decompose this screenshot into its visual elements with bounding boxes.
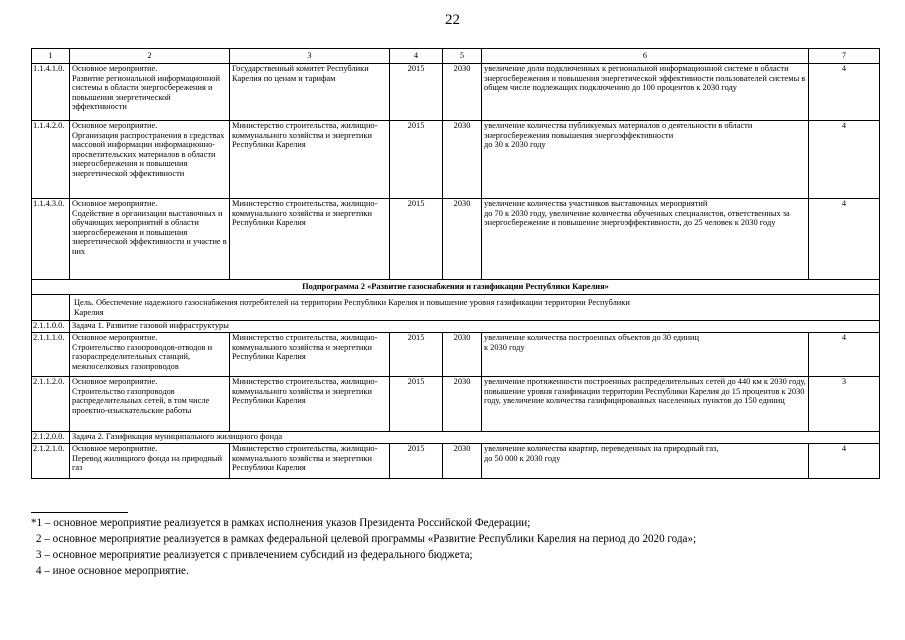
event-result: увеличение количества участников выставочных мероприятий до 70 к 2030 году, увеличение количества обученных специалистов, ответственных за энергосбережение и повышение энергоэффективности, до 25 человек к 2030 году: [482, 199, 809, 280]
event-type: 4: [809, 199, 880, 280]
table-row: [32, 64, 880, 121]
subprogram-row: [32, 280, 880, 295]
event-number: 1.1.4.1.0.: [32, 64, 70, 121]
header-cell: 7: [809, 49, 880, 64]
task-row: [32, 432, 880, 444]
event-end-year: 2030: [443, 444, 482, 479]
header-row: [32, 49, 880, 64]
event-number: 2.1.1.2.0.: [32, 377, 70, 432]
table-row: [32, 199, 880, 280]
header-cell: 2: [70, 49, 230, 64]
header-cell: 3: [230, 49, 390, 64]
event-executor: Министерство строительства, жилищно-коммунального хозяйства и энергетики Республики Карелия: [230, 199, 390, 280]
task-row: [32, 321, 880, 333]
event-name: Основное мероприятие. Развитие региональной информационной системы в области энергосбережения и повышения энергетической эффективности: [70, 64, 230, 121]
footnote-1: *1 – основное мероприятие реализуется в рамках исполнения указов Президента Российской Федерации;: [31, 517, 531, 529]
event-end-year: 2030: [443, 377, 482, 432]
event-name: Основное мероприятие. Строительство газопроводов распределительных сетей, в том числе проектно-изыскательские работы: [70, 377, 230, 432]
event-executor: Министерство строительства, жилищно-коммунального хозяйства и энергетики Республики Карелия: [230, 333, 390, 377]
task-number: 2.1.2.0.0.: [32, 432, 70, 444]
event-type: 3: [809, 377, 880, 432]
event-end-year: 2030: [443, 199, 482, 280]
event-start-year: 2015: [390, 121, 443, 199]
footnote-divider: [31, 512, 128, 513]
event-start-year: 2015: [390, 64, 443, 121]
event-number: 2.1.1.1.0.: [32, 333, 70, 377]
task-text: Задача 1. Развитие газовой инфраструктуры: [70, 321, 880, 333]
task-text: Задача 2. Газификация муниципального жилищного фонда: [70, 432, 880, 444]
table-row: [32, 333, 880, 377]
event-type: 4: [809, 64, 880, 121]
event-start-year: 2015: [390, 199, 443, 280]
event-executor: Министерство строительства, жилищно-коммунального хозяйства и энергетики Республики Карелия: [230, 121, 390, 199]
event-type: 4: [809, 333, 880, 377]
event-start-year: 2015: [390, 377, 443, 432]
event-type: 4: [809, 121, 880, 199]
footnote-3: 3 – основное мероприятие реализуется с привлечением субсидий из федерального бюджета;: [36, 549, 473, 561]
event-name: Основное мероприятие. Строительство газопроводов-отводов и газораспределительных станций, межпоселковых газопроводов: [70, 333, 230, 377]
event-type: 4: [809, 444, 880, 479]
event-number: 1.1.4.2.0.: [32, 121, 70, 199]
header-cell: 6: [482, 49, 809, 64]
header-cell: 5: [443, 49, 482, 64]
program-events-table: [31, 48, 880, 479]
event-start-year: 2015: [390, 444, 443, 479]
event-executor: Министерство строительства, жилищно-коммунального хозяйства и энергетики Республики Карелия: [230, 377, 390, 432]
event-result: увеличение доли подключенных к региональной информационной системе в области энергосбережения и повышения энергетической эффективности пользователей системы в общем числе подлежащих подключению до 100 процентов к 2030 году: [482, 64, 809, 121]
event-end-year: 2030: [443, 64, 482, 121]
subprogram-title: Подпрограмма 2 «Развитие газоснабжения и газификации Республики Карелия»: [32, 280, 880, 295]
event-result: увеличение протяженности построенных распределительных сетей до 440 км к 2030 году, повышение уровня газификации территории Республики Карелия до 15 процентов к 2030 году, увеличение количества газифицированных населенных пунктов до 150 единиц: [482, 377, 809, 432]
page-number: 22: [445, 12, 460, 28]
footnotes: [31, 515, 881, 579]
task-number: 2.1.1.0.0.: [32, 321, 70, 333]
table-row: [32, 444, 880, 479]
footnote-2: 2 – основное мероприятие реализуется в рамках федеральной целевой программы «Развитие Республики Карелия на период до 2020 года»;: [36, 533, 697, 545]
footnote-4: 4 – иное основное мероприятие.: [36, 565, 189, 577]
event-result: увеличение количества публикуемых материалов о деятельности в области энергосбережения повышения энергоэффективности до 30 к 2030 году: [482, 121, 809, 199]
goal-row: [32, 295, 880, 321]
event-name: Основное мероприятие. Организация распространения в средствах массовой информации информационно-просветительских материалов в области энергосбережения и повышения энергетической эффективности: [70, 121, 230, 199]
event-result: увеличение количества построенных объектов до 30 единиц к 2030 году: [482, 333, 809, 377]
event-start-year: 2015: [390, 333, 443, 377]
table-row: [32, 121, 880, 199]
event-name: Основное мероприятие. Перевод жилищного фонда на природный газ: [70, 444, 230, 479]
event-end-year: 2030: [443, 333, 482, 377]
event-number: 2.1.2.1.0.: [32, 444, 70, 479]
goal-text: Цель. Обеспечение надежного газоснабжения потребителей на территории Республики Карелия и повышение уровня газификации территории Республики Карелия: [70, 295, 880, 321]
event-end-year: 2030: [443, 121, 482, 199]
table-row: [32, 377, 880, 432]
header-cell: 4: [390, 49, 443, 64]
header-cell: 1: [32, 49, 70, 64]
event-executor: Министерство строительства, жилищно-коммунального хозяйства и энергетики Республики Карелия: [230, 444, 390, 479]
event-executor: Государственный комитет Республики Карелия по ценам и тарифам: [230, 64, 390, 121]
event-name: Основное мероприятие. Содействие в организации выставочных и обучающих мероприятий в области энергосбережения и повышения энергетической эффективности и участие в них: [70, 199, 230, 280]
event-result: увеличение количества квартир, переведенных на природный газ, до 50 000 к 2030 году: [482, 444, 809, 479]
event-number: 1.1.4.3.0.: [32, 199, 70, 280]
goal-number-cell: [32, 295, 70, 321]
